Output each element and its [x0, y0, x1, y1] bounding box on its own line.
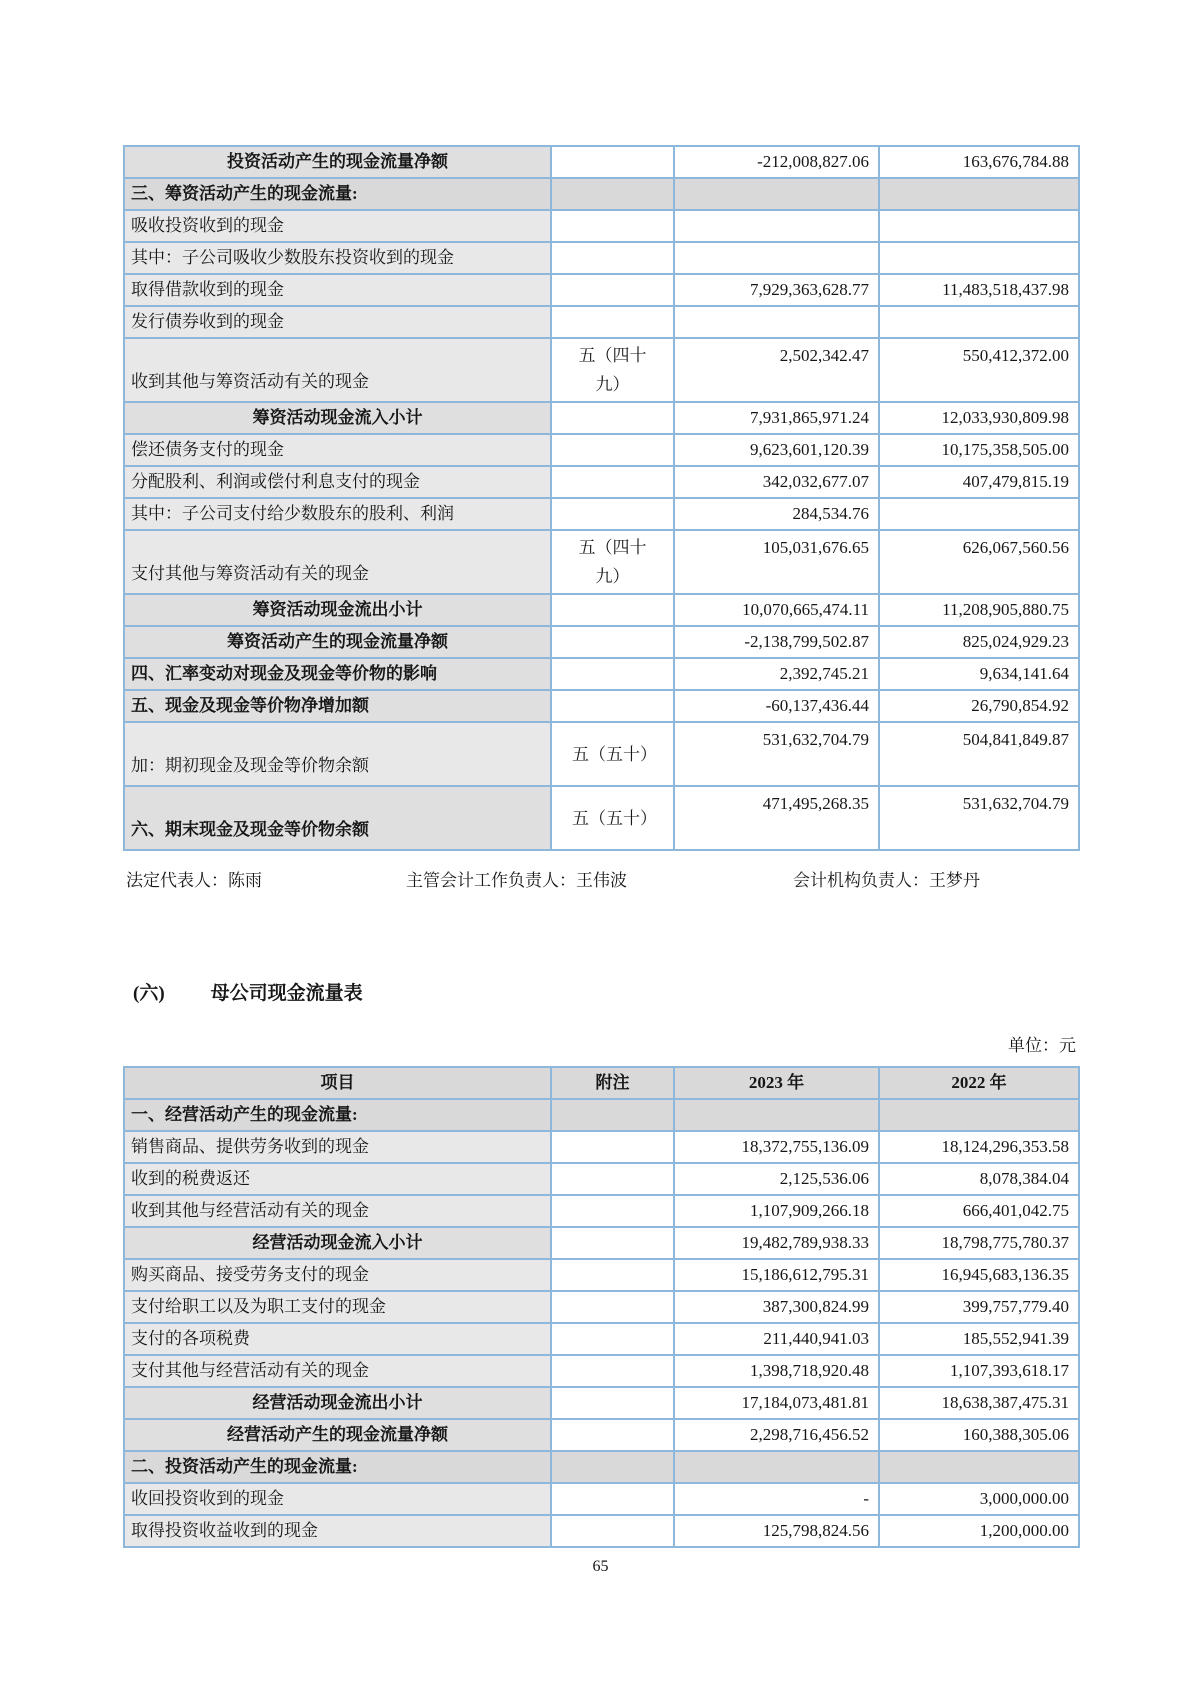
note-cell [551, 1515, 674, 1547]
row-label-cell: 五、现金及现金等价物净增加额 [124, 690, 551, 722]
note-cell [551, 1291, 674, 1323]
value-2022-cell: 12,033,930,809.98 [879, 402, 1079, 434]
value-2022-cell: 407,479,815.19 [879, 466, 1079, 498]
value-2023-cell [674, 1099, 879, 1131]
parent-company-cash-flow-table [123, 1066, 1080, 1548]
value-2022-cell: 10,175,358,505.00 [879, 434, 1079, 466]
consolidated-cash-flow-table-continuation [123, 145, 1080, 851]
value-2023-cell: -212,008,827.06 [674, 146, 879, 178]
value-2022-cell: 8,078,384.04 [879, 1163, 1079, 1195]
row-label-cell: 支付其他与经营活动有关的现金 [124, 1355, 551, 1387]
value-2022-cell [879, 498, 1079, 530]
value-2022-cell: 185,552,941.39 [879, 1323, 1079, 1355]
row-label-cell: 取得借款收到的现金 [124, 274, 551, 306]
row-label-cell: 筹资活动现金流出小计 [124, 594, 551, 626]
note-cell: 五（五十） [551, 786, 674, 850]
row-label-cell: 经营活动产生的现金流量净额 [124, 1419, 551, 1451]
table-row [124, 1195, 1079, 1227]
note-cell [551, 466, 674, 498]
value-2022-cell: 1,107,393,618.17 [879, 1355, 1079, 1387]
value-2022-cell: 163,676,784.88 [879, 146, 1079, 178]
value-2023-cell: -2,138,799,502.87 [674, 626, 879, 658]
row-label-cell: 一、经营活动产生的现金流量: [124, 1099, 551, 1131]
row-label-cell: 四、汇率变动对现金及现金等价物的影响 [124, 658, 551, 690]
value-2023-cell: 387,300,824.99 [674, 1291, 879, 1323]
value-2022-cell [879, 178, 1079, 210]
row-label-cell: 筹资活动现金流入小计 [124, 402, 551, 434]
value-2022-cell: 626,067,560.56 [879, 530, 1079, 594]
table-row [124, 530, 1079, 594]
note-cell [551, 1419, 674, 1451]
note-cell [551, 1163, 674, 1195]
row-label-cell: 支付其他与筹资活动有关的现金 [124, 530, 551, 594]
note-cell [551, 1259, 674, 1291]
table-row [124, 1163, 1079, 1195]
table-row [124, 1451, 1079, 1483]
row-label-cell: 加：期初现金及现金等价物余额 [124, 722, 551, 786]
value-2022-cell: 531,632,704.79 [879, 786, 1079, 850]
value-2022-cell: 160,388,305.06 [879, 1419, 1079, 1451]
row-label-cell: 收到其他与筹资活动有关的现金 [124, 338, 551, 402]
table-row [124, 1259, 1079, 1291]
row-label-cell: 吸收投资收到的现金 [124, 210, 551, 242]
note-cell: 五（五十） [551, 722, 674, 786]
table-row [124, 178, 1079, 210]
row-label-cell: 六、期末现金及现金等价物余额 [124, 786, 551, 850]
row-label-cell: 偿还债务支付的现金 [124, 434, 551, 466]
table-row [124, 1099, 1079, 1131]
value-2023-cell: 10,070,665,474.11 [674, 594, 879, 626]
row-label-cell: 收到其他与经营活动有关的现金 [124, 1195, 551, 1227]
value-2022-cell: 3,000,000.00 [879, 1483, 1079, 1515]
note-cell [551, 402, 674, 434]
value-2023-cell: 7,929,363,628.77 [674, 274, 879, 306]
section-title: 母公司现金流量表 [210, 983, 363, 1004]
value-2022-cell: 11,483,518,437.98 [879, 274, 1079, 306]
note-cell [551, 1387, 674, 1419]
row-label-cell: 筹资活动产生的现金流量净额 [124, 626, 551, 658]
value-2023-cell: 2,298,716,456.52 [674, 1419, 879, 1451]
value-2022-cell: 16,945,683,136.35 [879, 1259, 1079, 1291]
value-2022-cell [879, 306, 1079, 338]
table-row [124, 498, 1079, 530]
value-2023-cell [674, 306, 879, 338]
section-heading [123, 978, 1078, 1005]
table-row [124, 402, 1079, 434]
row-label-cell: 其中：子公司支付给少数股东的股利、利润 [124, 498, 551, 530]
table-row [124, 626, 1079, 658]
value-2023-cell: 9,623,601,120.39 [674, 434, 879, 466]
value-2023-cell: 531,632,704.79 [674, 722, 879, 786]
table-row [124, 1227, 1079, 1259]
value-2023-cell: 105,031,676.65 [674, 530, 879, 594]
note-cell [551, 626, 674, 658]
row-label-cell: 发行债券收到的现金 [124, 306, 551, 338]
note-cell [551, 690, 674, 722]
value-2022-cell: 18,638,387,475.31 [879, 1387, 1079, 1419]
row-label-cell: 其中：子公司吸收少数股东投资收到的现金 [124, 242, 551, 274]
note-cell [551, 210, 674, 242]
note-cell [551, 242, 674, 274]
value-2023-cell: 18,372,755,136.09 [674, 1131, 879, 1163]
value-2023-cell: 1,398,718,920.48 [674, 1355, 879, 1387]
column-header-item: 项目 [124, 1067, 551, 1099]
table-row [124, 338, 1079, 402]
row-label-cell: 二、投资活动产生的现金流量: [124, 1451, 551, 1483]
value-2022-cell: 18,798,775,780.37 [879, 1227, 1079, 1259]
table-row [124, 466, 1079, 498]
value-2023-cell [674, 210, 879, 242]
value-2023-cell: 15,186,612,795.31 [674, 1259, 879, 1291]
value-2023-cell: 2,392,745.21 [674, 658, 879, 690]
note-cell [551, 306, 674, 338]
table-row [124, 306, 1079, 338]
value-2022-cell: 26,790,854.92 [879, 690, 1079, 722]
value-2022-cell: 550,412,372.00 [879, 338, 1079, 402]
note-cell [551, 658, 674, 690]
table-row [124, 210, 1079, 242]
table-row [124, 1483, 1079, 1515]
value-2022-cell: 504,841,849.87 [879, 722, 1079, 786]
note-cell [551, 1195, 674, 1227]
value-2022-cell [879, 1451, 1079, 1483]
table-row [124, 722, 1079, 786]
note-cell [551, 1323, 674, 1355]
row-label-cell: 支付给职工以及为职工支付的现金 [124, 1291, 551, 1323]
value-2023-cell: 17,184,073,481.81 [674, 1387, 879, 1419]
note-cell [551, 1451, 674, 1483]
page-number: 65 [592, 1558, 609, 1575]
note-cell [551, 274, 674, 306]
table-row [124, 786, 1079, 850]
value-2022-cell [879, 242, 1079, 274]
row-label-cell: 经营活动现金流入小计 [124, 1227, 551, 1259]
table-row [124, 658, 1079, 690]
table-row [124, 1387, 1079, 1419]
value-2023-cell [674, 178, 879, 210]
table-row [124, 434, 1079, 466]
value-2022-cell: 9,634,141.64 [879, 658, 1079, 690]
value-2023-cell: 2,502,342.47 [674, 338, 879, 402]
note-cell [551, 498, 674, 530]
table-row [124, 690, 1079, 722]
value-2023-cell: 19,482,789,938.33 [674, 1227, 879, 1259]
table-row [124, 594, 1079, 626]
value-2022-cell: 18,124,296,353.58 [879, 1131, 1079, 1163]
note-cell [551, 178, 674, 210]
value-2023-cell: 1,107,909,266.18 [674, 1195, 879, 1227]
table-row [124, 1419, 1079, 1451]
column-header-note: 附注 [551, 1067, 674, 1099]
note-cell [551, 1355, 674, 1387]
row-label-cell: 取得投资收益收到的现金 [124, 1515, 551, 1547]
table-row [124, 146, 1079, 178]
legal-representative: 法定代表人：陈雨 [126, 871, 262, 890]
value-2023-cell [674, 1451, 879, 1483]
row-label-cell: 分配股利、利润或偿付利息支付的现金 [124, 466, 551, 498]
value-2023-cell: -60,137,436.44 [674, 690, 879, 722]
value-2023-cell: 284,534.76 [674, 498, 879, 530]
value-2022-cell: 1,200,000.00 [879, 1515, 1079, 1547]
note-cell [551, 1483, 674, 1515]
column-header-2022: 2022 年 [879, 1067, 1079, 1099]
value-2022-cell [879, 210, 1079, 242]
value-2022-cell [879, 1099, 1079, 1131]
row-label-cell: 购买商品、接受劳务支付的现金 [124, 1259, 551, 1291]
accounting-department-head: 会计机构负责人：王梦丹 [793, 871, 980, 890]
chief-accounting-officer: 主管会计工作负责人：王伟波 [406, 871, 627, 890]
value-2023-cell: 211,440,941.03 [674, 1323, 879, 1355]
row-label-cell: 支付的各项税费 [124, 1323, 551, 1355]
note-cell [551, 434, 674, 466]
value-2022-cell: 666,401,042.75 [879, 1195, 1079, 1227]
table-row [124, 1323, 1079, 1355]
row-label-cell: 收回投资收到的现金 [124, 1483, 551, 1515]
value-2023-cell: - [674, 1483, 879, 1515]
section-index: (六) [133, 983, 165, 1004]
table-row [124, 274, 1079, 306]
value-2023-cell: 2,125,536.06 [674, 1163, 879, 1195]
value-2022-cell: 399,757,779.40 [879, 1291, 1079, 1323]
row-label-cell: 经营活动现金流出小计 [124, 1387, 551, 1419]
value-2022-cell: 11,208,905,880.75 [879, 594, 1079, 626]
note-cell [551, 1099, 674, 1131]
row-label-cell: 销售商品、提供劳务收到的现金 [124, 1131, 551, 1163]
value-2023-cell: 342,032,677.07 [674, 466, 879, 498]
table-row [124, 1355, 1079, 1387]
note-cell [551, 146, 674, 178]
note-cell [551, 1131, 674, 1163]
table-row [124, 242, 1079, 274]
table-row [124, 1131, 1079, 1163]
value-2023-cell [674, 242, 879, 274]
value-2023-cell: 7,931,865,971.24 [674, 402, 879, 434]
column-header-2023: 2023 年 [674, 1067, 879, 1099]
note-cell [551, 1227, 674, 1259]
row-label-cell: 三、筹资活动产生的现金流量: [124, 178, 551, 210]
row-label-cell: 投资活动产生的现金流量净额 [124, 146, 551, 178]
value-2022-cell: 825,024,929.23 [879, 626, 1079, 658]
signatories-line [123, 866, 1078, 890]
unit-label: 单位：元 [1008, 1036, 1076, 1055]
table-header-row [124, 1067, 1079, 1099]
row-label-cell: 收到的税费返还 [124, 1163, 551, 1195]
value-2023-cell: 125,798,824.56 [674, 1515, 879, 1547]
table-row [124, 1515, 1079, 1547]
value-2023-cell: 471,495,268.35 [674, 786, 879, 850]
note-cell: 五（四十九） [551, 530, 674, 594]
page-content [123, 0, 1078, 1576]
note-cell: 五（四十九） [551, 338, 674, 402]
table-row [124, 1291, 1079, 1323]
note-cell [551, 594, 674, 626]
